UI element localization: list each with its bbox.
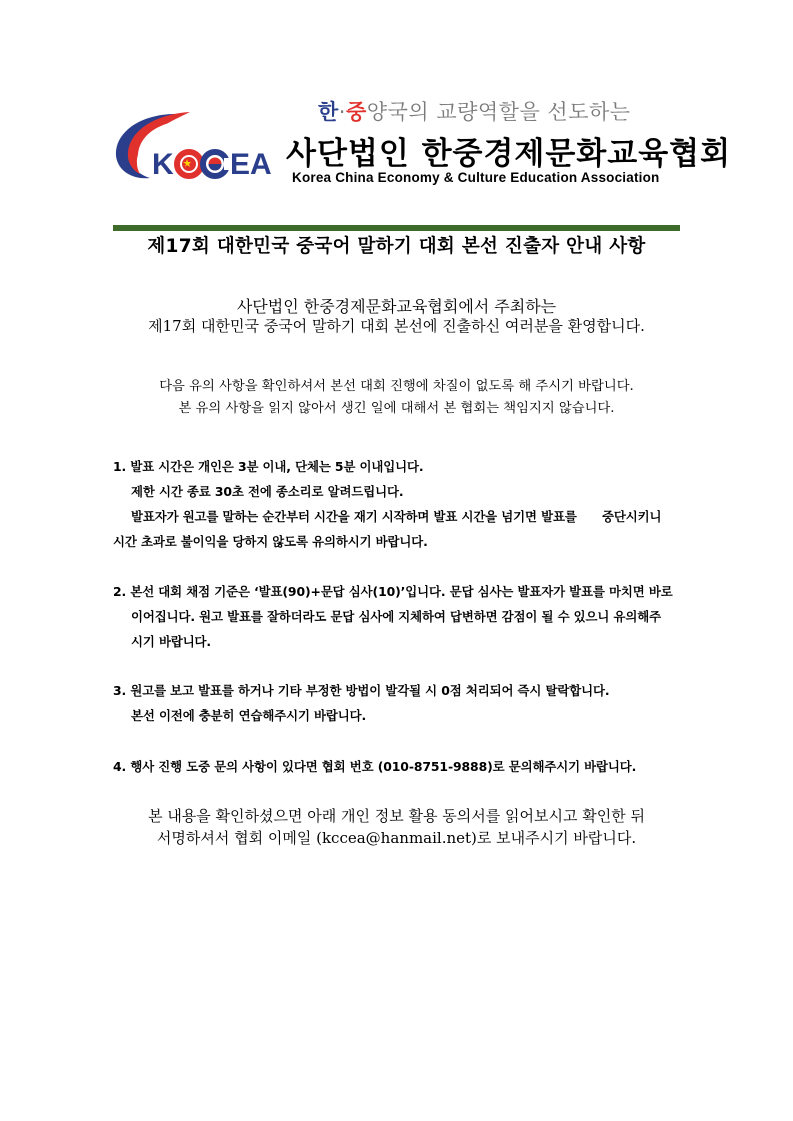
item-1-line-4: 시간 초과로 불이익을 당하지 않도록 유의하시기 바랍니다. — [113, 534, 428, 549]
outro-line-1: 본 내용을 확인하셨으면 아래 개인 정보 활용 동의서를 읽어보시고 확인한 뒤 — [148, 807, 645, 825]
item-4-line-1: 4. 행사 진행 도중 문의 사항이 있다면 협회 번호 (010-8751-9888)로 문의해주시기 바랍니다. — [113, 759, 637, 774]
notice-item-1 — [113, 454, 693, 554]
item-1-line-3: 발표자가 원고를 말하는 순간부터 시간을 재기 시작하며 발표 시간을 넘기면 발표를 중단시키니 — [131, 509, 662, 524]
org-name: 사단법인 한중경제문화교육협회 — [286, 136, 732, 172]
tagline-dot: · — [338, 100, 346, 124]
item-2-line-1: 2. 본선 대회 채점 기준은 ‘발표(90)+문답 심사(10)’입니다. 문답 심사는 발표자가 발표를 마치면 바로 — [113, 584, 673, 599]
item-3-line-1: 3. 원고를 보고 발표를 하거나 기타 부정한 방법이 발각될 시 0점 처리되어 즉시 탈락합니다. — [113, 683, 610, 698]
org-name-en: Korea China Economy & Culture Education Association — [292, 170, 660, 185]
notice-item-4 — [113, 754, 693, 779]
kccea-logo — [112, 108, 284, 184]
item-3-line-2: 본선 이전에 충분히 연습해주시기 바랍니다. — [131, 708, 367, 723]
intro-line-2: 제17회 대한민국 중국어 말하기 대회 본선에 진출하신 여러분을 환영합니다. — [148, 317, 645, 335]
notice-line-1: 다음 유의 사항을 확인하셔서 본선 대회 진행에 차질이 없도록 해 주시기 바랍니다. — [159, 379, 634, 394]
item-1-line-2: 제한 시간 종료 30초 전에 종소리로 알려드립니다. — [131, 484, 404, 499]
notice-item-2 — [113, 579, 693, 654]
tagline-jung: 중 — [345, 100, 367, 124]
item-2-line-2: 이어집니다. 원고 발표를 잘하더라도 문답 심사에 지체하여 답변하면 감점이 될 수 있으니 유의해주 — [131, 609, 661, 624]
header-divider — [113, 225, 680, 231]
outro-line-2: 서명하셔서 협회 이메일 (kccea@hanmail.net)로 보내주시기 바랍니다. — [156, 829, 637, 847]
item-1-line-1: 1. 발표 시간은 개인은 3분 이내, 단체는 5분 이내입니다. — [113, 459, 424, 474]
document-title: 제17회 대한민국 중국어 말하기 대회 본선 진출자 안내 사항 — [147, 236, 646, 257]
tagline-han: 한 — [318, 100, 339, 124]
svg-text:K: K — [152, 148, 174, 181]
item-2-line-3: 시기 바랍니다. — [131, 634, 212, 649]
intro-line-1: 사단법인 한중경제문화교육협회에서 주최하는 — [236, 297, 557, 316]
svg-text:EA: EA — [230, 148, 272, 181]
notice-item-3 — [113, 678, 693, 728]
tagline-rest: 양국의 교량역할을 선도하는 — [366, 100, 631, 124]
tagline — [318, 96, 631, 126]
notice-line-2: 본 유의 사항을 읽지 않아서 생긴 일에 대해서 본 협회는 책임지지 않습니다. — [178, 401, 615, 416]
